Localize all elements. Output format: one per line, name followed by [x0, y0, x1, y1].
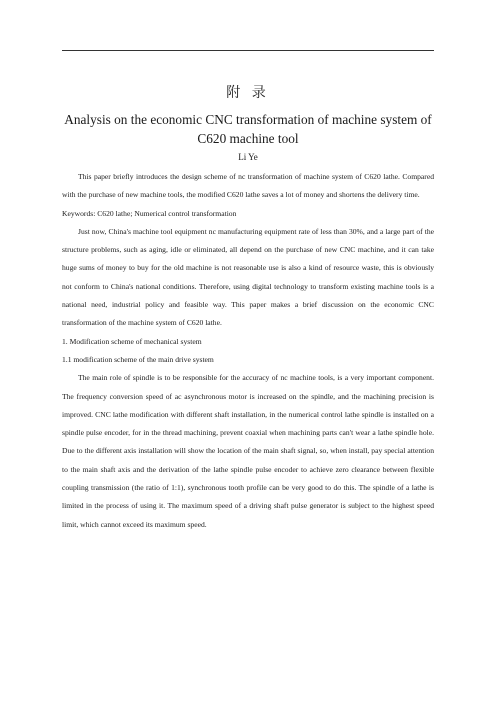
abstract-paragraph: This paper briefly introduces the design scheme of nc transformation of machine system of C620 lathe. Compared with the purchase of new machine tools, the modified C620 lathe saves a lot of money and shortens the delivery time.	[62, 172, 434, 200]
spindle-paragraph: The main role of spindle is to be responsible for the accuracy of nc machine tools, is a very important component. The frequency conversion speed of ac asynchronous motor is increased on the spindle, and the machining precision is improved. CNC lathe modification with different shaft installation, in the numerical control lathe spindle is installed on a spindle pulse encoder, for in the thread machining, prevent coaxial when machining parts can't wear a lathe spindle hole. Due to the different axis installation will show the location of the main shaft signal, so, when install, pay special attention to the main shaft axis and the derivation of the lathe spindle pulse encoder to achieve zero clearance between flexible coupling transmission (the ratio of 1:1), synchronous tooth profile can be very good to do this. The spindle of a lathe is limited in the process of using it. The maximum speed of a driving shaft pulse generator is subject to the highest speed limit, which cannot exceed its maximum speed.	[62, 373, 434, 529]
header-rule	[62, 50, 434, 51]
paper-body	[62, 168, 434, 534]
paper-title: Analysis on the economic CNC transformation of machine system of C620 machine tool	[64, 112, 432, 146]
keywords-line: Keywords: C620 lathe; Numerical control transformation	[62, 208, 237, 218]
section-heading-1-1: 1.1 modification scheme of the main drive system	[62, 354, 214, 364]
appendix-title: 附 录	[226, 86, 270, 101]
section-heading-1: 1. Modification scheme of mechanical system	[62, 336, 202, 346]
intro-paragraph: Just now, China's machine tool equipment nc manufacturing equipment rate of less than 30%, and a large part of the structure problems, such as aging, idle or eliminated, all depend on the purchase of new CNC machine, and it can take huge sums of money to buy for the old machine is not reasonable use is also a kind of resource waste, this is obviously not conform to China's national conditions. Therefore, using digital technology to transform existing machine tools is a national need, industrial policy and feasible way. This paper makes a brief discussion on the economic CNC transformation of the machine system of C620 lathe.	[62, 226, 434, 328]
author-name: Li Ye	[238, 152, 258, 162]
